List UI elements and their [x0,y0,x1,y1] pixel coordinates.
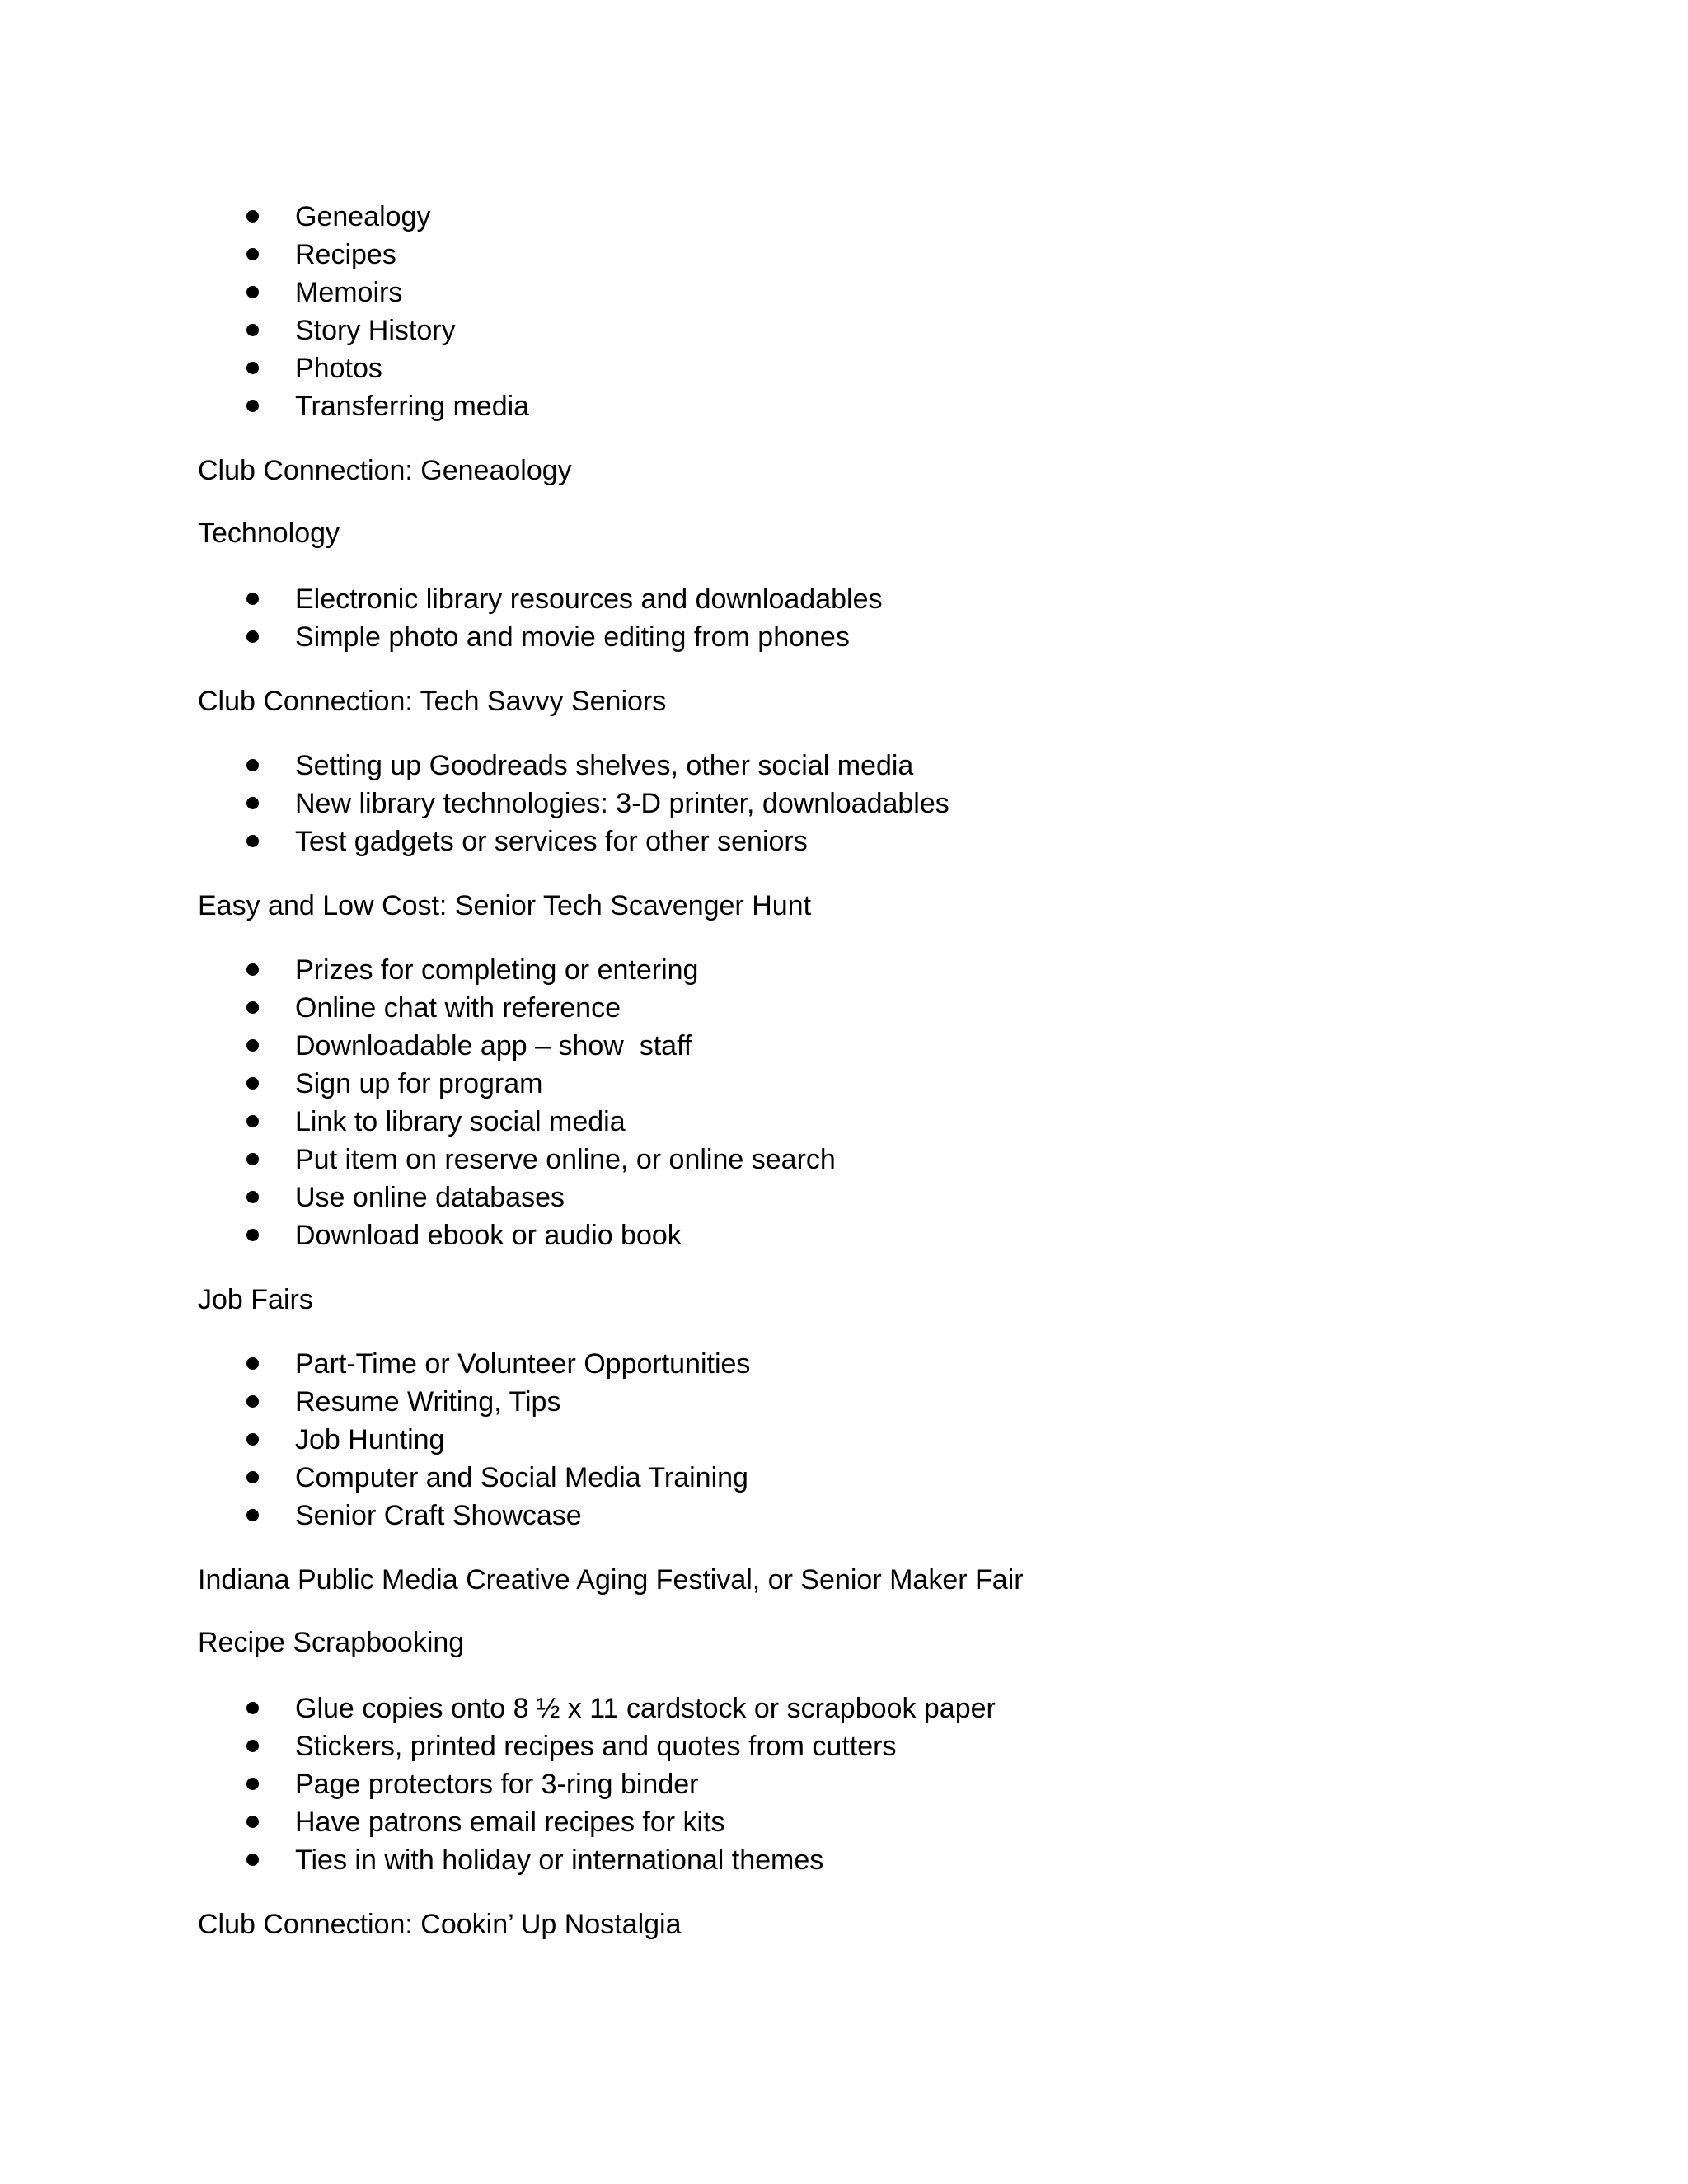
list-item-text: Electronic library resources and downloadables [295,583,883,615]
bullet-icon [246,1471,259,1483]
bullet-icon [246,1740,259,1752]
paragraph: Club Connection: Geneaology [198,455,572,486]
paragraph: Club Connection: Cookin’ Up Nostalgia [198,1909,682,1940]
list-item-text: Genealogy [295,201,431,232]
bullet-icon [246,362,259,374]
bullet-icon [246,1229,259,1241]
bullet-icon [246,1115,259,1127]
list-item-text: Setting up Goodreads shelves, other social media [295,750,914,781]
list-item-text: Download ebook or audio book [295,1220,682,1251]
list-item-text: Transferring media [295,391,530,422]
list-item-text: Memoirs [295,277,403,308]
bullet-icon [246,1001,259,1014]
section-heading: Recipe Scrapbooking [198,1627,465,1658]
list-item-text: Part-Time or Volunteer Opportunities [295,1348,751,1380]
list-item-text: Story History [295,315,456,346]
list-item-text: Prizes for completing or entering [295,954,699,986]
list-item-text: Test gadgets or services for other seniors [295,826,808,857]
list-item-text: Page protectors for 3-ring binder [295,1769,699,1800]
bullet-icon [246,1702,259,1714]
list-item-text: Online chat with reference [295,992,621,1024]
bullet-icon [246,797,259,809]
bullet-icon [246,1357,259,1370]
bullet-icon [246,1191,259,1203]
bullet-icon [246,1077,259,1090]
list-item-text: Downloadable app – show staff [295,1030,692,1062]
list-item-text: Sign up for program [295,1068,543,1099]
section-heading: Technology [198,518,340,549]
list-item-text: New library technologies: 3-D printer, downloadables [295,788,950,819]
list-item-text: Put item on reserve online, or online search [295,1144,836,1175]
bullet-icon [246,286,259,298]
list-item-text: Recipes [295,239,396,270]
list-item-text: Ties in with holiday or international themes [295,1844,824,1876]
bullet-icon [246,1433,259,1446]
list-item-text: Simple photo and movie editing from phones [295,621,850,653]
bullet-icon [246,1778,259,1790]
list-item-text: Have patrons email recipes for kits [295,1807,725,1838]
list-item-text: Job Hunting [295,1424,445,1455]
list-item-text: Glue copies onto 8 ½ x 11 cardstock or scrapbook paper [295,1693,996,1724]
bullet-icon [246,210,259,223]
bullet-icon [246,630,259,643]
paragraph: Indiana Public Media Creative Aging Festival, or Senior Maker Fair [198,1564,1024,1596]
bullet-icon [246,1816,259,1828]
bullet-icon [246,248,259,260]
list-item-text: Senior Craft Showcase [295,1500,582,1531]
list-item-text: Photos [295,353,382,384]
bullet-icon [246,1854,259,1866]
list-item-text: Resume Writing, Tips [295,1386,561,1418]
bullet-icon [246,759,259,771]
paragraph: Easy and Low Cost: Senior Tech Scavenger Hunt [198,890,812,921]
list-item-text: Use online databases [295,1182,565,1213]
section-heading: Job Fairs [198,1284,313,1315]
list-item-text: Stickers, printed recipes and quotes from cutters [295,1731,897,1762]
bullet-icon [246,1395,259,1408]
list-item-text: Computer and Social Media Training [295,1462,748,1493]
bullet-icon [246,1153,259,1165]
list-item-text: Link to library social media [295,1106,626,1137]
bullet-icon [246,963,259,976]
bullet-icon [246,1509,259,1521]
bullet-icon [246,400,259,412]
bullet-icon [246,835,259,847]
bullet-icon [246,1039,259,1052]
bullet-icon [246,593,259,605]
bullet-icon [246,324,259,336]
paragraph: Club Connection: Tech Savvy Seniors [198,686,667,717]
